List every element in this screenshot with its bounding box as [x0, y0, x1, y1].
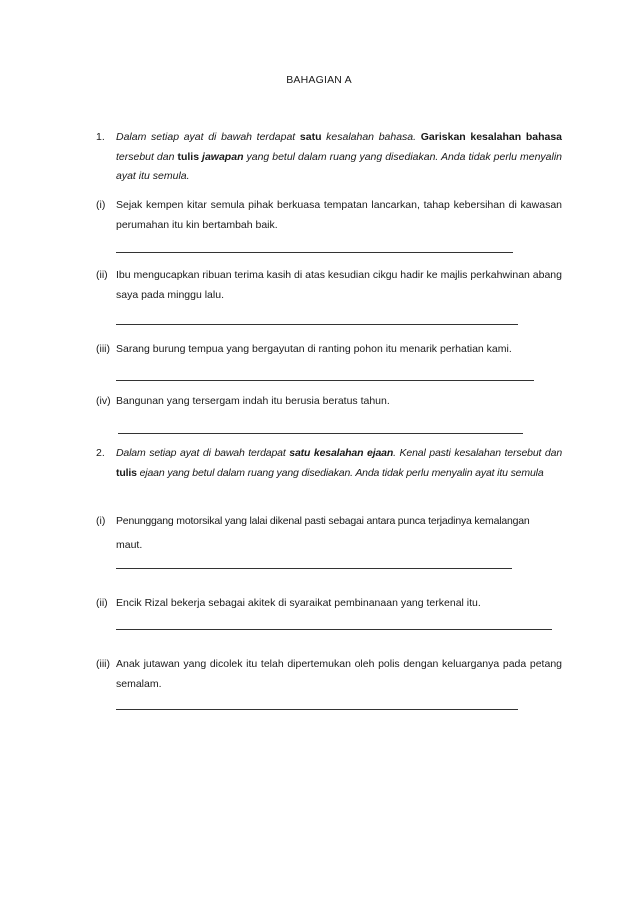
item-sentence: Sarang burung tempua yang bergayutan di ranting pohon itu menarik perhatian kami. — [116, 343, 512, 355]
item-label: (ii) — [96, 269, 108, 281]
item-sentence: Ibu mengucapkan ribuan terima kasih di atas kesudian cikgu hadir ke majlis perkahwinan abang saya pada minggu lalu. — [116, 269, 562, 301]
item-label: (i) — [96, 199, 106, 211]
answer-line[interactable] — [116, 568, 512, 569]
item-sentence: Encik Rizal bekerja sebagai akitek di syaraikat pembinanaan yang terkenal itu. — [116, 597, 481, 609]
answer-line[interactable] — [116, 709, 518, 710]
answer-line[interactable] — [116, 629, 552, 630]
answer-line[interactable] — [116, 324, 518, 325]
question-1-instructions: Dalam setiap ayat di bawah terdapat satu kesalahan bahasa. Gariskan kesalahan bahasa tersebut dan tulis jawapan yang betul dalam ruang yang disediakan. Anda tidak perlu menyalin ayat itu semula. — [116, 131, 563, 182]
item-sentence: Anak jutawan yang dicolek itu telah dipertemukan oleh polis dengan keluarganya pada petang semalam. — [116, 658, 562, 690]
answer-line[interactable] — [118, 433, 523, 434]
question-2-number: 2. — [96, 447, 105, 459]
item-sentence: Penunggang motorsikal yang lalai dikenal pasti sebagai antara punca terjadinya kemalangan — [116, 515, 530, 527]
question-2-instructions: Dalam setiap ayat di bawah terdapat satu kesalahan ejaan. Kenal pasti kesalahan tersebut dan tulis ejaan yang betul dalam ruang yang disediakan. Anda tidak perlu menyalin ayat itu semula — [116, 447, 563, 479]
answer-line[interactable] — [116, 380, 534, 381]
item-label: (iii) — [96, 343, 110, 355]
item-sentence: Sejak kempen kitar semula pihak berkuasa tempatan lancarkan, tahap kebersihan di kawasan perumahan itu kin bertambah baik. — [116, 199, 562, 231]
item-label: (iii) — [96, 658, 110, 670]
item-label: (iv) — [96, 395, 111, 407]
item-sentence: Bangunan yang tersergam indah itu berusia beratus tahun. — [116, 395, 390, 407]
question-1-number: 1. — [96, 131, 105, 143]
item-sentence-continued: maut. — [116, 539, 143, 551]
item-label: (ii) — [96, 597, 108, 609]
section-heading: BAHAGIAN A — [286, 74, 352, 86]
answer-line[interactable] — [116, 252, 513, 253]
item-label: (i) — [96, 515, 106, 527]
